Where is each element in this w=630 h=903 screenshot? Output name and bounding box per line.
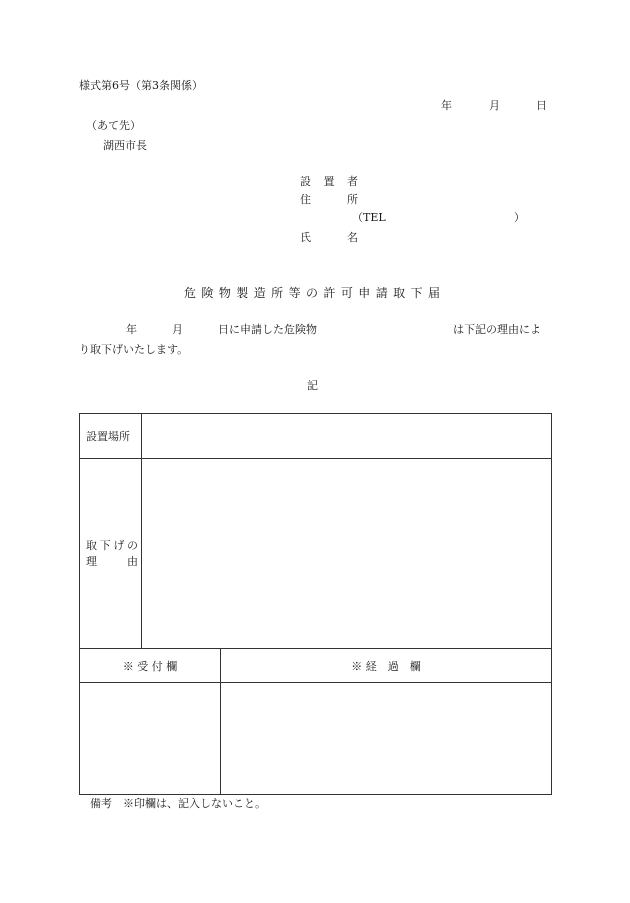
office-body-row [80,683,552,795]
reason-input-cell[interactable] [142,459,552,649]
reception-cell [80,683,221,795]
addressee: 湖西市長 [103,139,147,152]
location-input-cell[interactable] [142,414,552,459]
applicant-title: 設置者 [300,175,358,188]
reason-row [80,459,552,649]
body-line1-end: は下記の理由によ [453,323,541,336]
progress-header-cell [221,649,552,683]
body-year: 年 [126,323,137,336]
applicant-tel-open: （TEL [352,211,386,224]
note: 備考 ※印欄は、記入しないこと。 [90,797,266,810]
location-label: 設置場所 [86,430,130,443]
applicant-tel-close: ） [514,211,525,224]
date-day: 日 [536,99,547,112]
date-month: 月 [489,99,500,112]
reason-label-line2: 理由 [86,554,138,568]
document-title: 危険物製造所等の許可申請取下届 [184,286,440,300]
location-row [80,414,552,459]
applicant-address-label: 住所 [300,193,358,206]
office-header-row [80,649,552,683]
body-line1-mid: 日に申請した危険物 [218,323,317,336]
body-line2: り取下げいたします。 [79,343,189,356]
progress-header: ※ 経 過 欄 [351,659,421,673]
reason-label-line1: 取下げの [86,538,138,552]
body-month: 月 [172,323,183,336]
reception-header-cell [80,649,221,683]
ki-heading: 記 [307,379,318,392]
location-label-cell [80,414,142,459]
progress-cell [221,683,552,795]
date-year: 年 [441,99,452,112]
reception-header: ※ 受 付 欄 [122,659,178,673]
addressee-label: （あて先） [86,119,141,132]
reason-label-cell [80,459,142,649]
applicant-name-label: 氏名 [300,231,358,244]
form-table [79,413,552,795]
form-number: 様式第6号（第3条関係） [79,79,203,92]
